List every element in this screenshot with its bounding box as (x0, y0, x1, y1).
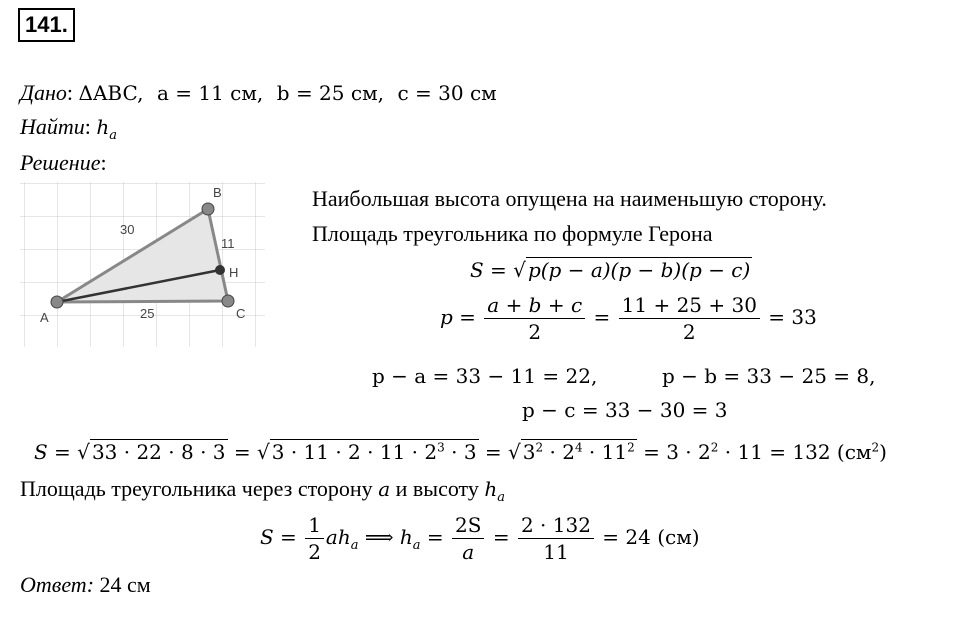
given-a: a = 11 см, (156, 81, 264, 105)
given-line: Дано: ΔABC, a = 11 см, b = 25 см, c = 30 см (20, 80, 497, 105)
label-b: B (213, 185, 222, 200)
area-computation: S = √ 33 · 22 · 8 · 3 = √ $3 \cdot 11 \cdot 2 \cdot 11 \cdot 2^3 \cdot 3$ = √ $3^2 \cdot 2^4 \cdot 11^2 = 3 \cdot 2^2 \cdot 11 = 132$ $(см^2)$ (34, 440, 887, 464)
p-minus-b: p − b = 33 − 25 = 8, (662, 364, 876, 388)
p-fraction-1: $\frac{a + b + c}{2}$ (484, 292, 585, 345)
given-b: b = 25 см, (276, 81, 384, 105)
area-via-side-line: Площадь треугольника через сторону a и высоту $h_a$ (20, 476, 506, 505)
label-h: H (229, 265, 239, 280)
find-label: Найти (20, 114, 85, 139)
label-side-bc: 11 (221, 236, 235, 251)
label-side-ab: 30 (120, 222, 135, 237)
point-a (51, 296, 63, 308)
find-target: $h_a$ (96, 115, 118, 143)
answer-label: Ответ: (20, 572, 95, 597)
point-h (215, 265, 225, 275)
problem-number: 141. (18, 8, 75, 42)
point-c (222, 295, 234, 307)
find-line: Найти: $h_a$ (20, 114, 118, 143)
given-label: Дано (20, 80, 67, 105)
p-minus-c: p − c = 33 − 30 = 3 (522, 398, 728, 422)
p-formula: p = $\frac{a + b + c}{2}$ = $\frac{11 + 25 + 30}{2}$ = 33 (440, 293, 817, 344)
text-line2: Площадь треугольника по формуле Герона (312, 221, 713, 246)
label-side-ac: 25 (140, 306, 155, 321)
height-formula: S = $\frac{1}{2}$ $ah_a$ ⟹ $h_a$ = $\frac{2S}{a}$ = $\frac{2 \cdot 132}{11}$ = 24 (см) (260, 513, 700, 564)
heron-radicand: p(p − a)(p − b)(p − c) (527, 258, 751, 282)
solution-label: Решение (20, 150, 101, 175)
label-a: A (40, 310, 49, 325)
text-line1: Наибольшая высота опущена на наименьшую сторону. (312, 186, 827, 211)
answer-line (20, 572, 151, 598)
triangle-diagram (20, 182, 265, 347)
heron-formula: S = √ p(p − a)(p − b)(p − c) (470, 258, 751, 282)
given-c: c = 30 см (397, 81, 497, 105)
p-fraction-2: $\frac{11 + 25 + 30}{2}$ (619, 292, 760, 345)
answer-value: 24 см (99, 572, 151, 597)
p-minus-a: p − a = 33 − 11 = 22, (372, 364, 598, 388)
solution-label-line: Решение: (20, 150, 107, 175)
point-b (202, 203, 214, 215)
label-c: C (236, 306, 246, 321)
given-triangle: ΔABC, (78, 81, 144, 105)
